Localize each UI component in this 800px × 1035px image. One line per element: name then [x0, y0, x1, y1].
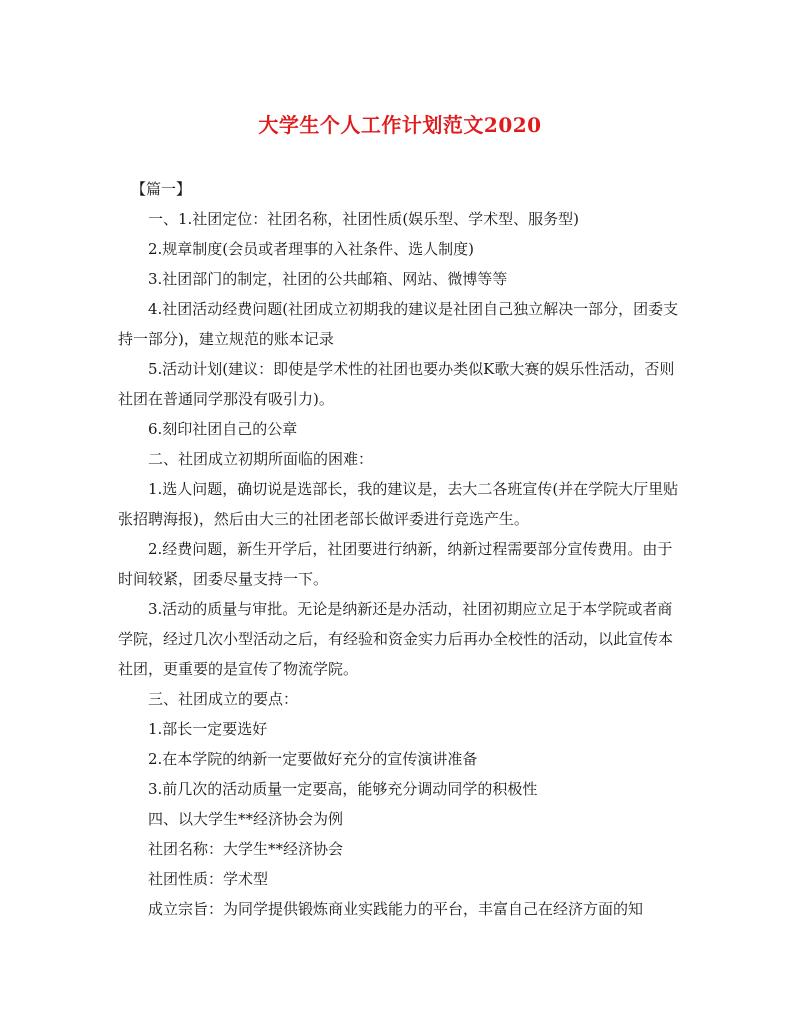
section-heading: 二、社团成立初期所面临的困难： — [148, 450, 374, 468]
document-body — [118, 174, 680, 924]
section-heading: 三、社团成立的要点： — [148, 690, 299, 708]
paragraph: 6.刻印社团自己的公章 — [148, 420, 298, 438]
section-heading: 四、以大学生**经济协会为例 — [148, 810, 344, 828]
paragraph: 2.经费问题，新生开学后，社团要进行纳新，纳新过程需要部分宣传费用。由于时间较紧，团委尽量支持一下。 — [118, 540, 673, 588]
paragraph: 2.规章制度(会员或者理事的入社条件、选人制度) — [148, 240, 475, 258]
paragraph: 1.部长一定要选好 — [148, 720, 268, 738]
paragraph: 3.前几次的活动质量一定要高，能够充分调动同学的积极性 — [148, 780, 538, 798]
paragraph: 5.活动计划(建议：即使是学术性的社团也要办类似K歌大赛的娱乐性活动，否则社团在普通同学那没有吸引力)。 — [118, 360, 675, 408]
paragraph: 3.社团部门的制定，社团的公共邮箱、网站、微博等等 — [148, 270, 508, 288]
paragraph: 1.选人问题，确切说是选部长，我的建议是，去大二各班宣传(并在学院大厅里贴张招聘海报)，然后由大三的社团老部长做评委进行竞选产生。 — [118, 480, 679, 528]
paragraph: 一、1.社团定位：社团名称，社团性质(娱乐型、学术型、服务型) — [148, 210, 580, 228]
paragraph: 2.在本学院的纳新一定要做好充分的宣传演讲准备 — [148, 750, 478, 768]
paragraph: 社团性质：学术型 — [148, 870, 269, 888]
section-heading-part-one: 【篇一】 — [131, 180, 192, 198]
document-title: 大学生个人工作计划范文2020 — [258, 113, 542, 137]
paragraph: 社团名称：大学生**经济协会 — [148, 840, 344, 858]
paragraph: 4.社团活动经费问题(社团成立初期我的建议是社团自己独立解决一部分，团委支持一部分)，建立规范的账本记录 — [118, 300, 679, 348]
paragraph: 成立宗旨：为同学提供锻炼商业实践能力的平台，丰富自己在经济方面的知 — [148, 900, 644, 918]
paragraph: 3.活动的质量与审批。无论是纳新还是办活动，社团初期应立足于本学院或者商学院，经过几次小型活动之后，有经验和资金实力后再办全校性的活动，以此宣传本社团，更重要的是宣传了物流学院。 — [118, 600, 674, 678]
